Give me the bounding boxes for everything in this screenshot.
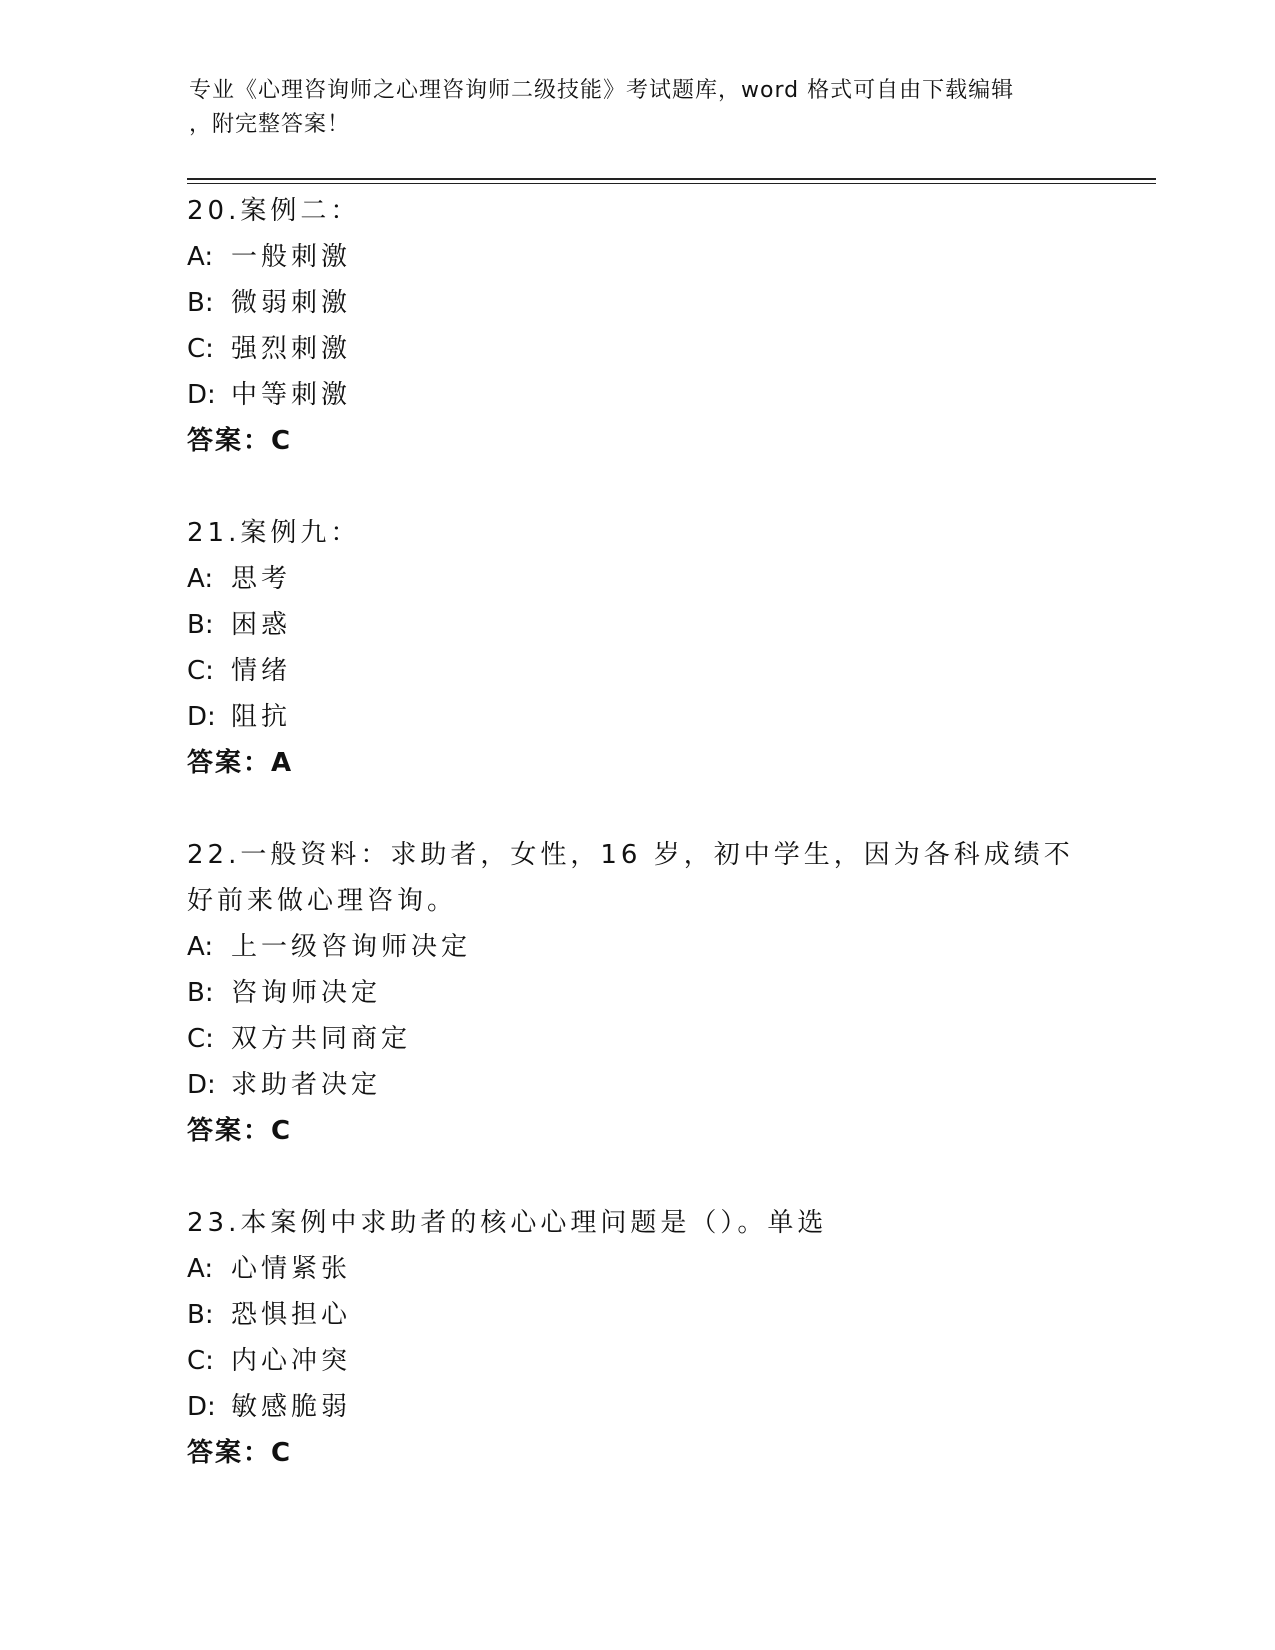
option-text: 上一级咨询师决定 <box>231 932 472 962</box>
header-line-2: ，附完整答案！ <box>189 112 351 137</box>
option-text: 情绪 <box>231 656 292 686</box>
question-list <box>187 188 1107 1522</box>
option-a <box>187 234 1107 280</box>
question-text: 21.案例九： <box>187 518 361 548</box>
option-text: 咨询师决定 <box>231 978 382 1008</box>
question-text: 23.本案例中求助者的核心心理问题是（）。单选 <box>187 1208 828 1238</box>
question-21 <box>187 510 1107 786</box>
option-letter: A: <box>187 242 214 272</box>
option-letter: B: <box>187 978 214 1008</box>
option-a <box>187 1246 1107 1292</box>
option-text: 一般刺激 <box>231 242 352 272</box>
question-text: 20.案例二： <box>187 196 361 226</box>
option-letter: C: <box>187 334 214 364</box>
question-22 <box>187 832 1107 1154</box>
option-letter: D: <box>187 380 216 410</box>
option-letter: B: <box>187 610 214 640</box>
option-c <box>187 326 1107 372</box>
option-text: 强烈刺激 <box>231 334 352 364</box>
option-text: 内心冲突 <box>231 1346 352 1376</box>
option-d <box>187 372 1107 418</box>
option-c <box>187 1338 1107 1384</box>
option-a <box>187 556 1107 602</box>
header-line-1: 专业《心理咨询师之心理咨询师二级技能》考试题库，word 格式可自由下载编辑 <box>189 78 1015 103</box>
option-letter: A: <box>187 564 214 594</box>
option-letter: C: <box>187 656 214 686</box>
header-divider-thin <box>187 183 1156 184</box>
answer-line: 答案：A <box>187 748 294 778</box>
option-letter: D: <box>187 1070 216 1100</box>
option-letter: C: <box>187 1024 214 1054</box>
option-a <box>187 924 1107 970</box>
option-d <box>187 1384 1107 1430</box>
option-c <box>187 648 1107 694</box>
option-text: 阻抗 <box>231 702 292 732</box>
header-divider-thick <box>187 178 1156 180</box>
option-letter: B: <box>187 1300 214 1330</box>
option-letter: A: <box>187 932 214 962</box>
option-text: 思考 <box>231 564 292 594</box>
option-d <box>187 1062 1107 1108</box>
question-text: 22.一般资料：求助者，女性，16 岁，初中学生，因为各科成绩不好前来做心理咨询。 <box>187 840 1074 916</box>
option-b <box>187 1292 1107 1338</box>
option-text: 微弱刺激 <box>231 288 352 318</box>
option-text: 双方共同商定 <box>231 1024 412 1054</box>
option-letter: A: <box>187 1254 214 1284</box>
option-text: 困惑 <box>231 610 292 640</box>
option-c <box>187 1016 1107 1062</box>
option-letter: D: <box>187 702 216 732</box>
option-d <box>187 694 1107 740</box>
option-text: 敏感脆弱 <box>231 1392 352 1422</box>
question-20 <box>187 188 1107 464</box>
option-b <box>187 280 1107 326</box>
option-text: 心情紧张 <box>231 1254 352 1284</box>
option-letter: D: <box>187 1392 216 1422</box>
option-letter: B: <box>187 288 214 318</box>
option-text: 求助者决定 <box>231 1070 382 1100</box>
document-header <box>189 74 1089 142</box>
answer-line: 答案：C <box>187 1438 293 1468</box>
option-letter: C: <box>187 1346 214 1376</box>
question-23 <box>187 1200 1107 1476</box>
option-b <box>187 970 1107 1016</box>
answer-line: 答案：C <box>187 1116 293 1146</box>
option-text: 中等刺激 <box>231 380 352 410</box>
option-text: 恐惧担心 <box>231 1300 352 1330</box>
answer-line: 答案：C <box>187 426 293 456</box>
option-b <box>187 602 1107 648</box>
